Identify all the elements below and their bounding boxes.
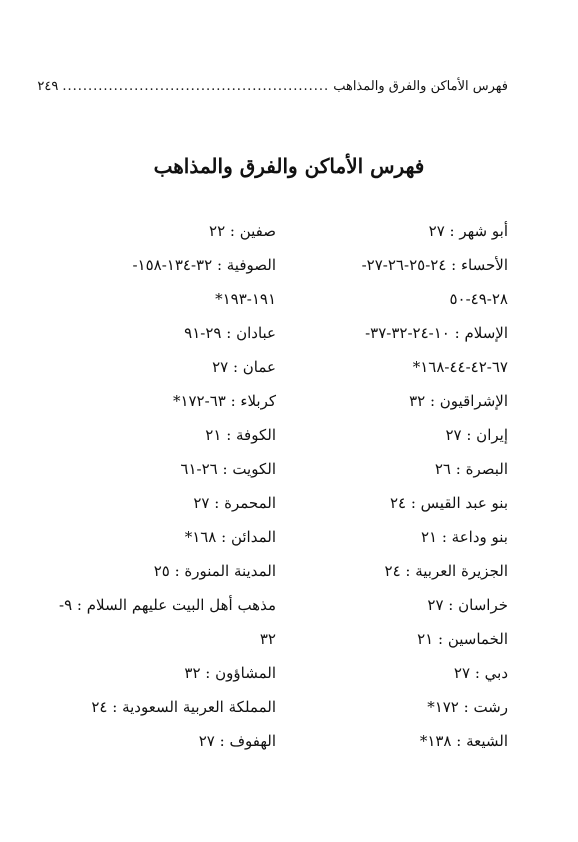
index-entry: بنو عبد القيس : ٢٤: [389, 494, 508, 512]
running-header-leader-dots: ....................................................: [62, 79, 330, 94]
index-entry: رشت : ١٧٢*: [427, 698, 508, 716]
index-entry: صفين : ٢٢: [209, 222, 276, 240]
index-entry: ١٩١-١٩٣*: [215, 290, 276, 308]
index-entry: الإشراقيون : ٣٢: [409, 392, 508, 410]
index-entry: الهفوف : ٢٧: [198, 732, 276, 750]
index-entry: الأحساء : ٢٤-٢٥-٢٦-٢٧-: [361, 256, 508, 274]
index-entry: المملكة العربية السعودية : ٢٤: [91, 698, 276, 716]
index-entry: الإسلام : ١٠-٢٤-٣٢-٣٧-: [365, 324, 508, 342]
index-column-right: [308, 218, 508, 762]
index-entry: بنو وداعة : ٢١: [420, 528, 508, 546]
index-entry: الصوفية : ٣٢-١٣٤-١٥٨-: [132, 256, 276, 274]
index-entry: مذهب أهل البيت عليهم السلام : ٩-: [58, 596, 276, 614]
index-entry: خراسان : ٢٧: [427, 596, 508, 614]
index-entry: ٣٢: [259, 630, 276, 648]
index-entry: إيران : ٢٧: [445, 426, 508, 444]
index-entry: عبادان : ٢٩-٩١: [184, 324, 276, 342]
index-entry: كربلاء : ٦٣-١٧٢*: [172, 392, 276, 410]
index-entry: دبي : ٢٧: [453, 664, 508, 682]
index-entry: الجزيرة العربية : ٢٤: [384, 562, 508, 580]
index-entry: المحمرة : ٢٧: [193, 494, 276, 512]
index-heading: فهرس الأماكن والفرق والمذاهب: [153, 154, 425, 178]
running-header-title: فهرس الأماكن والفرق والمذاهب: [333, 79, 508, 94]
index-entry: الخماسين : ٢١: [417, 630, 508, 648]
index-entry: أبو شهر : ٢٧: [428, 222, 508, 240]
index-entry: ٦٧-٤٢-٤٤-١٦٨*: [412, 358, 508, 376]
index-entry: الكوفة : ٢١: [205, 426, 276, 444]
index-entry: المشاؤون : ٣٢: [184, 664, 276, 682]
index-entry: الكويت : ٢٦-٦١: [180, 460, 276, 478]
index-entry: المدينة المنورة : ٢٥: [153, 562, 276, 580]
index-entry: الشيعة : ١٣٨*: [419, 732, 508, 750]
index-entry: ٢٨-٤٩-٥٠: [449, 290, 508, 308]
page-number: ٢٤٩: [37, 79, 59, 94]
index-entry: البصرة : ٢٦: [434, 460, 508, 478]
index-entry: المدائن : ١٦٨*: [184, 528, 276, 546]
index-entry: عمان : ٢٧: [212, 358, 276, 376]
index-column-left: [56, 218, 276, 762]
running-header: [37, 79, 508, 101]
